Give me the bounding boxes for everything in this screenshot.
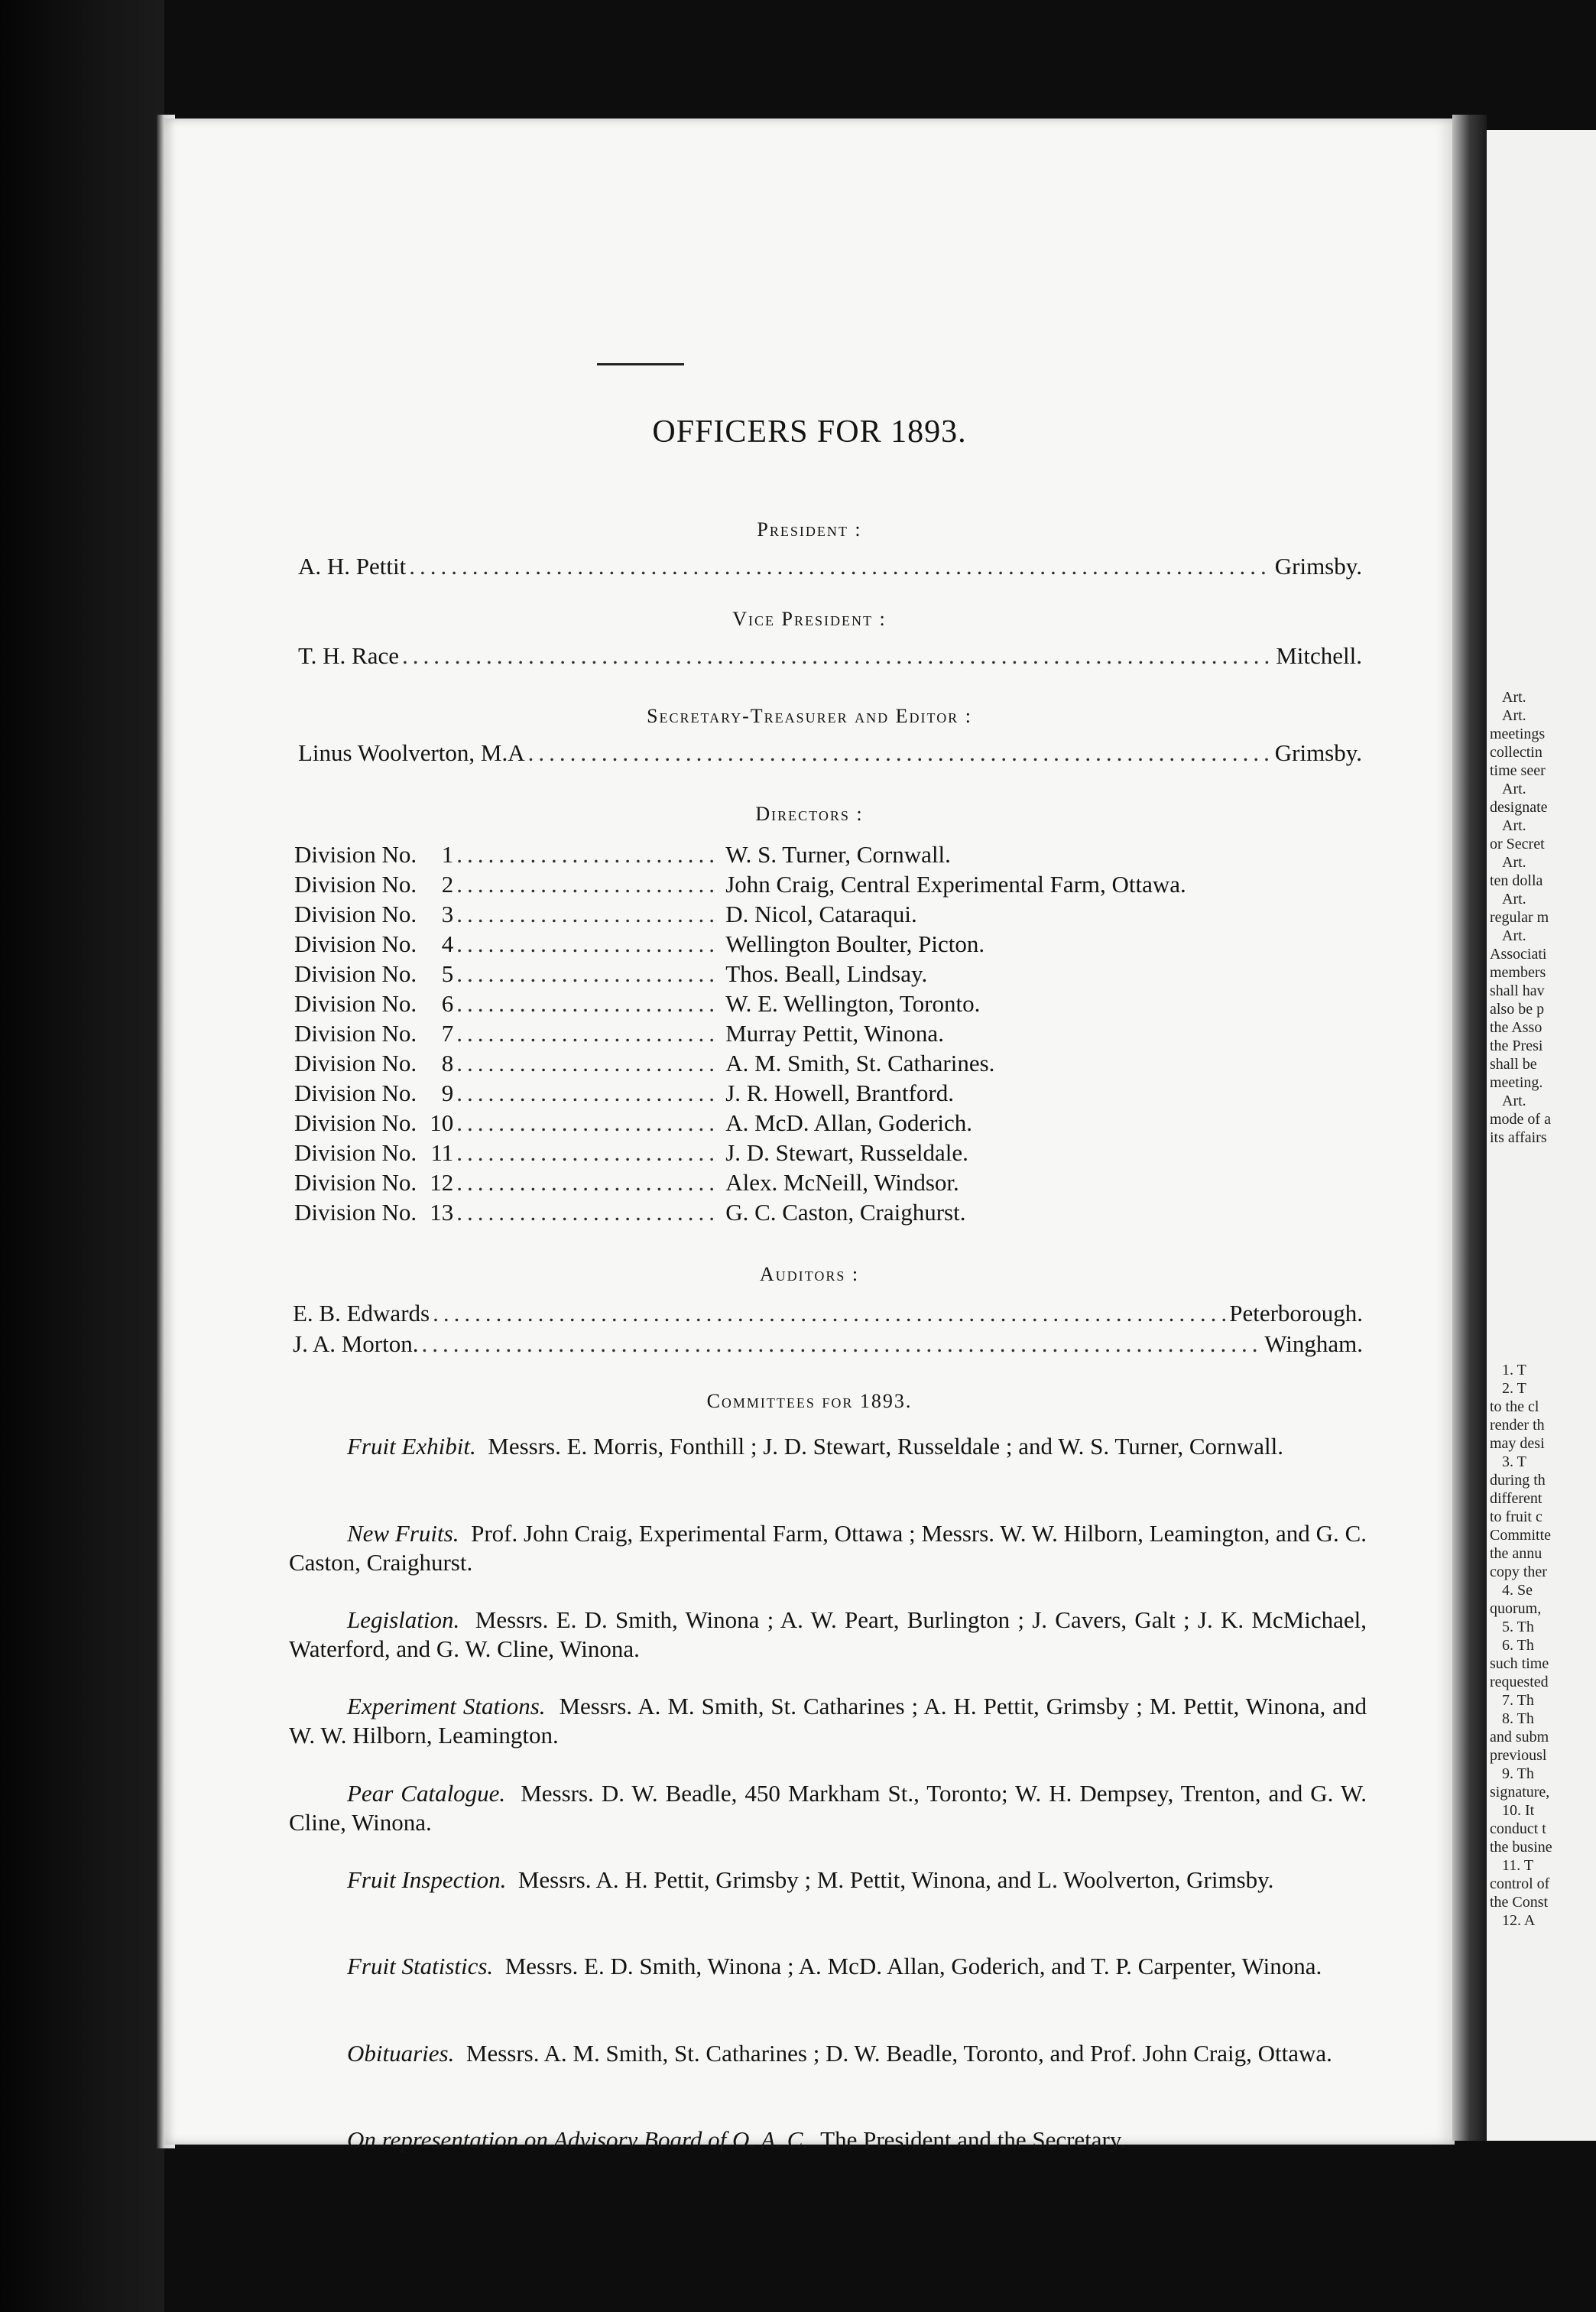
division-number: 11 <box>430 1139 454 1166</box>
facing-page-line: render th <box>1490 1417 1545 1434</box>
committee-entry <box>289 2039 1367 2068</box>
division-number: 5 <box>441 960 454 987</box>
division-label: Division No. <box>294 960 417 987</box>
division-label: Division No. <box>294 1139 417 1166</box>
director-row <box>294 1169 1097 1197</box>
committee-name: Fruit Inspection. <box>347 1866 507 1893</box>
auditor-row <box>293 1330 1363 1358</box>
director-name: J. R. Howell, Brantford. <box>725 1080 954 1106</box>
facing-page-line: Art. <box>1502 781 1526 797</box>
committee-members: Messrs. A. M. Smith, St. Catharines ; D. W. Beadle, Toronto, and Prof. John Craig, Ottawa. <box>466 2040 1332 2067</box>
committee-name: Fruit Exhibit. <box>347 1433 476 1460</box>
director-row <box>294 990 1097 1018</box>
facing-page-line: previousl <box>1490 1747 1547 1764</box>
division-number: 10 <box>430 1109 454 1136</box>
committee-entry <box>289 2125 1367 2155</box>
facing-page-line: members <box>1490 964 1546 981</box>
facing-page-line: conduct t <box>1490 1820 1546 1837</box>
leader-dots <box>456 841 719 869</box>
facing-page-line: the busine <box>1490 1839 1552 1856</box>
facing-page-line: meetings <box>1490 726 1546 742</box>
president-name: A. H. Pettit <box>298 553 407 580</box>
facing-page-line: 3. T <box>1502 1453 1526 1470</box>
director-name: Wellington Boulter, Picton. <box>725 930 985 957</box>
leader-dots <box>456 1139 719 1167</box>
facing-page-line: 1. T <box>1502 1362 1526 1378</box>
facing-page-line: the Asso <box>1490 1019 1542 1036</box>
facing-page-line: requested <box>1490 1674 1549 1690</box>
facing-page-line: also be p <box>1490 1001 1545 1018</box>
facing-page-line: 5. Th <box>1502 1619 1534 1635</box>
leader-dots <box>402 642 1273 670</box>
director-name: W. S. Turner, Cornwall. <box>725 841 951 868</box>
division-number: 9 <box>441 1080 454 1106</box>
committee-entry <box>289 1952 1367 1981</box>
facing-page-line: Art. <box>1502 927 1526 944</box>
facing-page-line: the Presi <box>1490 1037 1543 1054</box>
committee-name: On representation on Advisory Board of O. A. C. <box>347 2126 809 2153</box>
division-label: Division No. <box>294 1020 417 1047</box>
director-name: W. E. Wellington, Toronto. <box>725 990 981 1017</box>
director-name: A. M. Smith, St. Catharines. <box>725 1050 995 1076</box>
committee-entry <box>289 1866 1367 1895</box>
facing-page-line: and subm <box>1490 1729 1549 1745</box>
division-label: Division No. <box>294 1109 417 1136</box>
facing-page <box>1487 130 1596 2141</box>
facing-page-line: 7. Th <box>1502 1692 1534 1709</box>
director-name: G. C. Caston, Craighurst. <box>725 1199 966 1226</box>
facing-page-line: Associati <box>1490 946 1547 963</box>
facing-page-line: shall be <box>1490 1056 1537 1073</box>
director-name: Murray Pettit, Winona. <box>725 1020 944 1047</box>
director-row <box>294 960 1097 988</box>
director-name: J. D. Stewart, Russeldale. <box>725 1139 968 1166</box>
facing-page-line: signature, <box>1490 1784 1550 1801</box>
vice-president-place: Mitchell. <box>1276 642 1362 669</box>
committee-entry <box>289 1779 1367 1837</box>
director-row <box>294 841 1097 869</box>
leader-dots <box>528 739 1272 767</box>
facing-page-line: shall hav <box>1490 982 1545 999</box>
facing-page-line: 9. Th <box>1502 1765 1534 1782</box>
secretary-heading: Secretary-Treasurer and Editor : <box>647 705 972 727</box>
division-label: Division No. <box>294 1169 417 1196</box>
auditors-heading: Auditors : <box>759 1263 860 1285</box>
facing-page-line: quorum, <box>1490 1600 1542 1617</box>
committee-members: The President and the Secretary. <box>820 2126 1127 2153</box>
committee-entry <box>289 1432 1367 1461</box>
auditor-name: J. A. Morton. <box>293 1330 419 1357</box>
dark-background <box>0 0 164 2312</box>
director-name: A. McD. Allan, Goderich. <box>725 1109 973 1136</box>
facing-page-line: 11. T <box>1502 1857 1534 1874</box>
director-row <box>294 1109 1097 1137</box>
facing-page-line: may desi <box>1490 1435 1545 1452</box>
auditor-name: E. B. Edwards <box>293 1300 430 1326</box>
president-place: Grimsby. <box>1274 553 1362 580</box>
title-rule <box>597 363 684 365</box>
committee-members: Messrs. E. Morris, Fonthill ; J. D. Stewart, Russeldale ; and W. S. Turner, Cornwall. <box>488 1433 1283 1460</box>
vice-president-name: T. H. Race <box>298 642 399 669</box>
division-number: 2 <box>441 871 454 898</box>
vice-president-heading: Vice President : <box>732 608 887 630</box>
committee-name: Pear Catalogue. <box>347 1780 506 1807</box>
committee-name: Fruit Statistics. <box>347 1953 494 1979</box>
facing-page-line: copy ther <box>1490 1564 1547 1580</box>
committee-members: Messrs. E. D. Smith, Winona ; A. W. Peart, Burlington ; J. Cavers, Galt ; J. K. McMichael, Waterford, and G. W. Cline, Winona. <box>289 1606 1367 1662</box>
book-gutter <box>1452 115 1487 2141</box>
facing-page-line: the Const <box>1490 1894 1549 1911</box>
committee-members: Messrs. D. W. Beadle, 450 Markham St., Toronto; W. H. Dempsey, Trenton, and G. W. Cline, Winona. <box>289 1780 1367 1836</box>
director-row <box>294 1020 1097 1047</box>
facing-page-line: Art. <box>1502 1093 1526 1109</box>
leader-dots <box>456 1050 719 1077</box>
leader-dots <box>456 990 719 1018</box>
director-name: Alex. McNeill, Windsor. <box>725 1169 959 1196</box>
committee-members: Messrs. E. D. Smith, Winona ; A. McD. Allan, Goderich, and T. P. Carpenter, Winona. <box>504 1953 1322 1979</box>
division-number: 1 <box>441 841 454 868</box>
director-row <box>294 930 1097 958</box>
director-row <box>294 871 1186 898</box>
director-name: Thos. Beall, Lindsay. <box>725 960 928 987</box>
division-label: Division No. <box>294 1050 417 1076</box>
division-label: Division No. <box>294 1080 417 1106</box>
facing-page-line: 10. It <box>1502 1802 1535 1819</box>
director-name: John Craig, Central Experimental Farm, Ottawa. <box>725 871 1186 898</box>
division-label: Division No. <box>294 871 417 898</box>
facing-page-line: 4. Se <box>1502 1582 1533 1599</box>
facing-page-line: the annu <box>1490 1545 1542 1562</box>
division-number: 8 <box>441 1050 454 1076</box>
director-name: D. Nicol, Cataraqui. <box>725 901 917 927</box>
auditor-place: Wingham. <box>1264 1330 1363 1357</box>
page-title: OFFICERS FOR 1893. <box>652 414 967 450</box>
committee-entry <box>289 1692 1367 1750</box>
facing-page-line: different <box>1490 1490 1542 1507</box>
facing-page-line: to fruit c <box>1490 1508 1542 1525</box>
leader-dots <box>456 901 719 928</box>
leader-dots <box>409 553 1272 580</box>
committees-heading: Committees for 1893. <box>706 1390 913 1412</box>
facing-page-line: regular m <box>1490 909 1549 926</box>
facing-page-line: time seer <box>1490 762 1546 779</box>
director-row <box>294 1050 1097 1077</box>
division-number: 13 <box>430 1199 454 1226</box>
facing-page-line: or Secret <box>1490 836 1545 852</box>
leader-dots <box>456 930 719 958</box>
director-row <box>294 901 1097 928</box>
committee-members: Messrs. A. H. Pettit, Grimsby ; M. Pettit, Winona, and L. Woolverton, Grimsby. <box>517 1866 1274 1893</box>
committee-entry <box>289 1606 1367 1664</box>
facing-page-line: to the cl <box>1490 1398 1539 1415</box>
leader-dots <box>456 1169 719 1197</box>
document-page <box>164 119 1455 2153</box>
facing-page-line: collectin <box>1490 744 1542 761</box>
division-label: Division No. <box>294 901 417 927</box>
division-number: 4 <box>441 930 454 957</box>
president-heading: President : <box>757 518 862 541</box>
secretary-name: Linus Woolverton, M.A <box>298 739 525 766</box>
secretary-row <box>298 739 1362 767</box>
leader-dots <box>422 1330 1262 1358</box>
auditor-place: Peterborough. <box>1229 1300 1363 1326</box>
director-row <box>294 1139 1097 1167</box>
leader-dots <box>456 871 719 898</box>
leader-dots <box>433 1300 1226 1327</box>
facing-page-line: during th <box>1490 1472 1546 1489</box>
facing-page-line: Art. <box>1502 817 1526 834</box>
facing-page-line: ten dolla <box>1490 872 1543 889</box>
division-number: 3 <box>441 901 454 927</box>
auditor-row <box>293 1300 1363 1327</box>
leader-dots <box>456 1080 719 1107</box>
facing-page-line: mode of a <box>1490 1111 1551 1128</box>
facing-page-line: Art. <box>1502 891 1526 908</box>
leader-dots <box>456 960 719 988</box>
division-label: Division No. <box>294 990 417 1017</box>
secretary-place: Grimsby. <box>1274 739 1362 766</box>
division-number: 12 <box>430 1169 454 1196</box>
committee-name: New Fruits. <box>347 1520 459 1547</box>
facing-page-line: control of <box>1490 1875 1550 1892</box>
directors-heading: Directors : <box>755 803 864 825</box>
committee-name: Obituaries. <box>347 2040 455 2067</box>
facing-page-line: Art. <box>1502 707 1526 724</box>
facing-page-line: 8. Th <box>1502 1710 1534 1727</box>
director-row <box>294 1080 1097 1107</box>
committee-name: Experiment Stations. <box>347 1693 546 1719</box>
facing-page-line: 6. Th <box>1502 1637 1534 1654</box>
leader-dots <box>456 1199 719 1226</box>
facing-page-line: such time <box>1490 1655 1549 1672</box>
division-number: 6 <box>441 990 454 1017</box>
facing-page-line: its affairs <box>1490 1129 1547 1146</box>
leader-dots <box>456 1020 719 1047</box>
president-row <box>298 553 1362 580</box>
committee-members: Messrs. A. M. Smith, St. Catharines ; A. H. Pettit, Grimsby ; M. Pettit, Winona, and W. W. Hilborn, Leamington. <box>289 1693 1367 1749</box>
facing-page-line: Art. <box>1502 689 1526 706</box>
division-label: Division No. <box>294 841 417 868</box>
facing-page-line: 12. A <box>1502 1912 1536 1929</box>
facing-page-line: Art. <box>1502 854 1526 871</box>
division-label: Division No. <box>294 1199 417 1226</box>
division-label: Division No. <box>294 930 417 957</box>
committee-entry <box>289 1519 1367 1577</box>
division-number: 7 <box>441 1020 454 1047</box>
vice-president-row <box>298 642 1362 670</box>
committee-members: Prof. John Craig, Experimental Farm, Ottawa ; Messrs. W. W. Hilborn, Leamington, and G. C. Caston, Craighurst. <box>289 1520 1367 1576</box>
facing-page-line: Committe <box>1490 1527 1551 1544</box>
leader-dots <box>456 1109 719 1137</box>
facing-page-line: meeting. <box>1490 1074 1543 1091</box>
facing-page-line: designate <box>1490 799 1548 816</box>
director-row <box>294 1199 1097 1226</box>
facing-page-line: 2. T <box>1502 1380 1526 1397</box>
committee-name: Legislation. <box>347 1606 460 1633</box>
